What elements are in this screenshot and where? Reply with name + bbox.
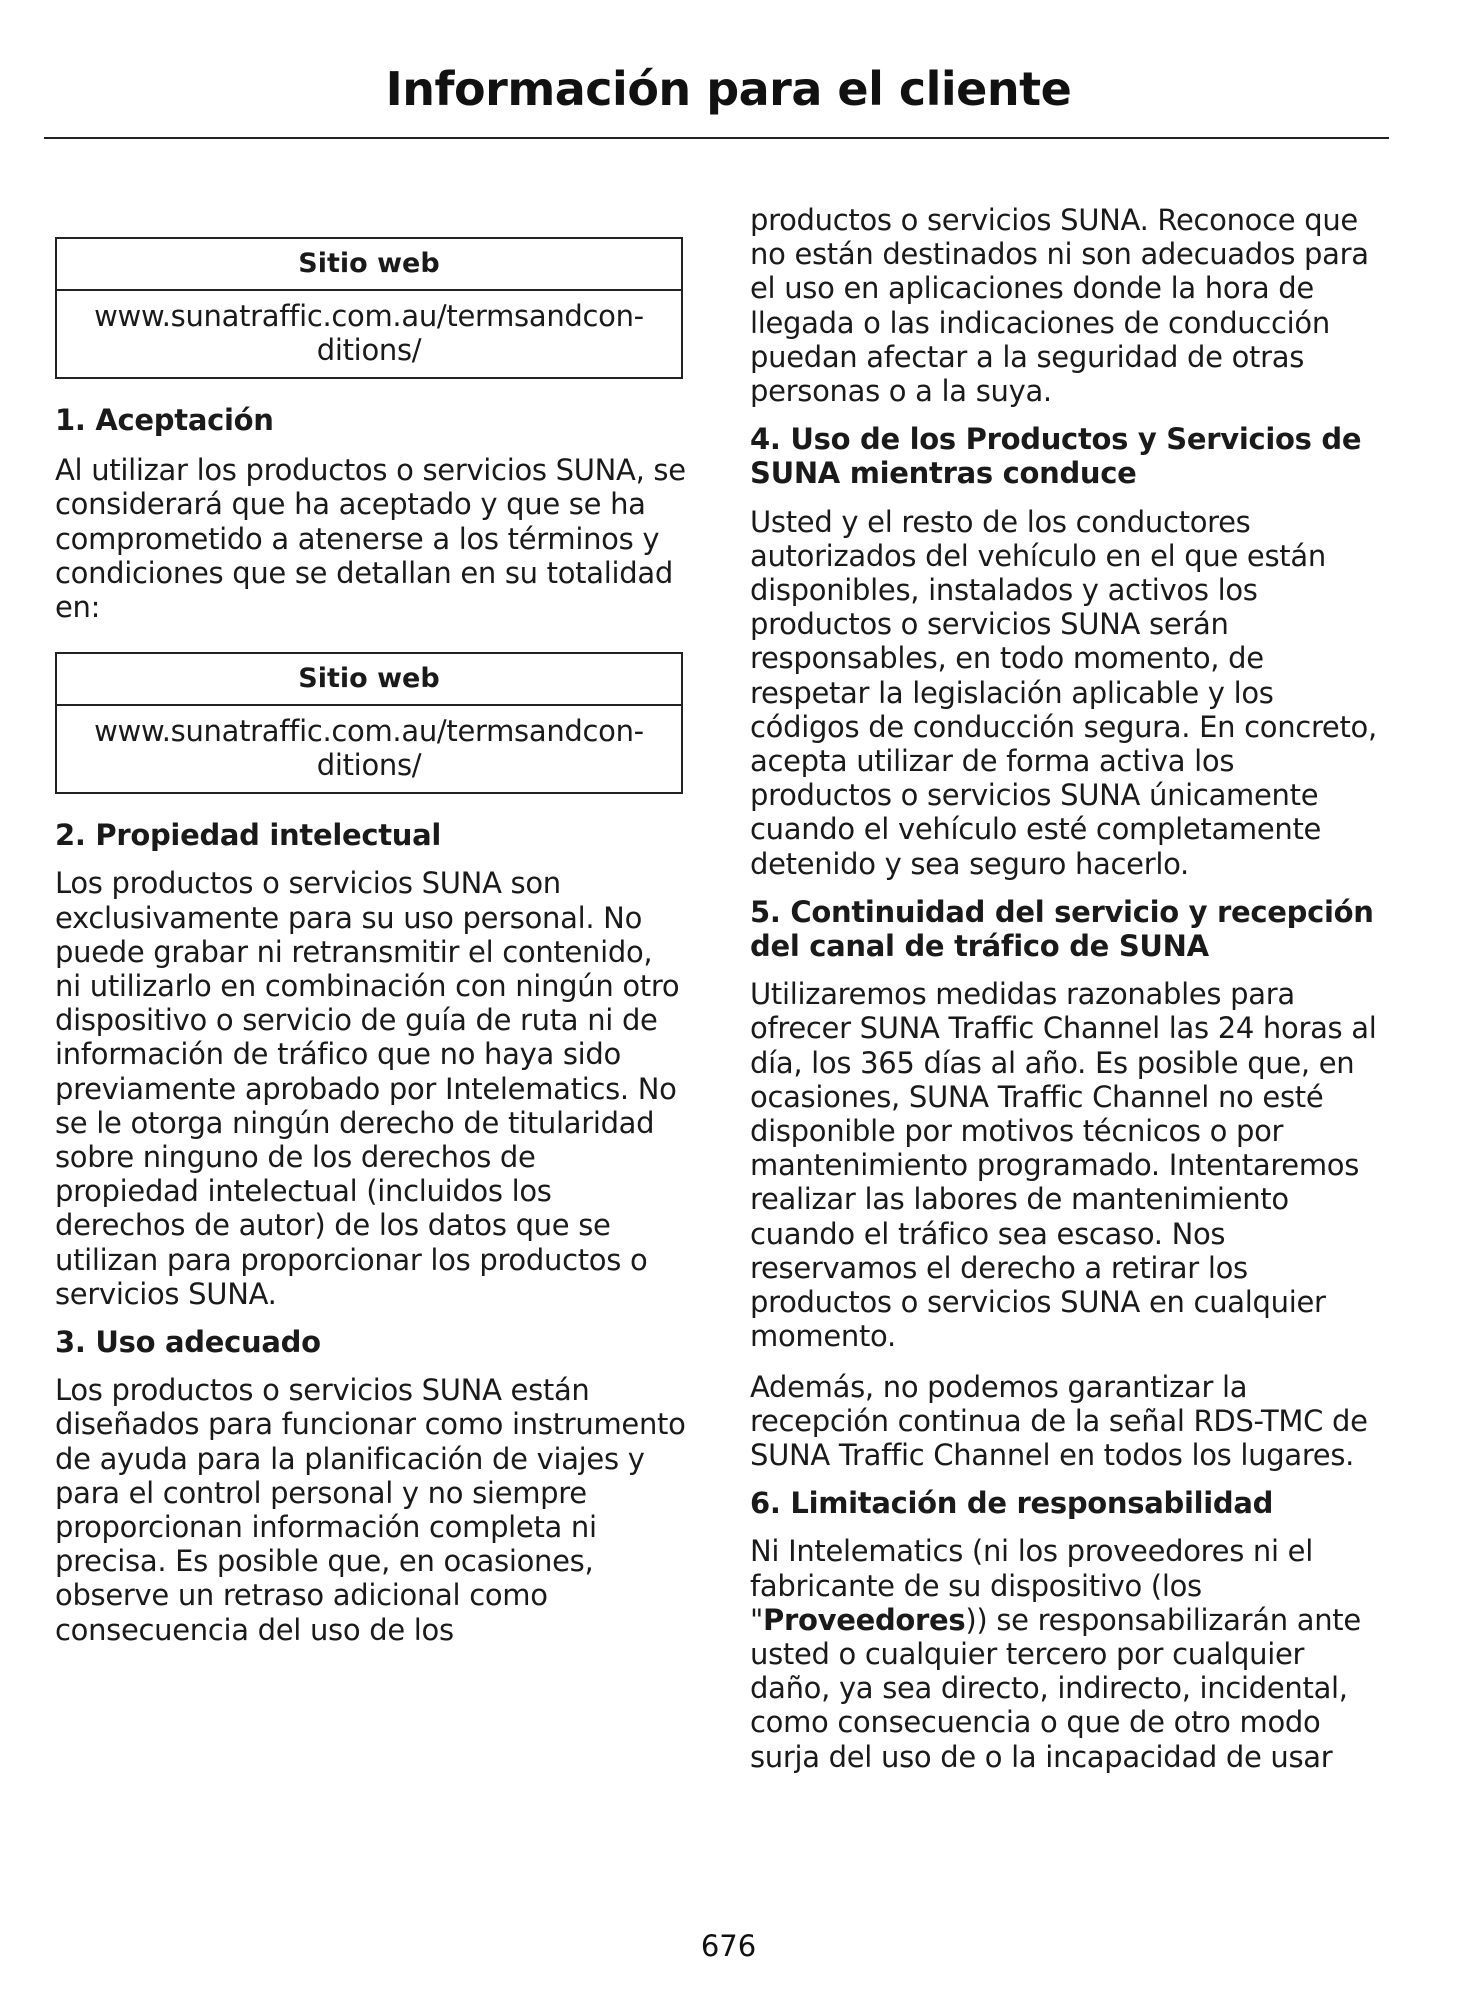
- page-title: Información para el cliente: [385, 62, 1072, 116]
- website-table-url: www.sunatraffic.com.au/termsandcon- ditions/: [94, 299, 644, 367]
- website-table-header: Sitio web: [57, 654, 681, 706]
- page-number: 676: [700, 1929, 757, 1963]
- section-heading-intellectual-property: 2. Propiedad intelectual: [55, 818, 442, 853]
- website-table-1: [55, 237, 683, 379]
- left-column: [55, 200, 687, 1647]
- website-table-header: Sitio web: [57, 239, 681, 291]
- section-text-use-while-driving: Usted y el resto de los conductores autorizados del vehículo en el que están disponibles, instalados y activos los productos o servicios SUNA serán responsables, en todo momento, de respetar la legislación aplicable y los códigos de conducción segura. En concreto, acepta utilizar de forma activa los productos o servicios SUNA únicamente cuando el vehículo esté completamente detenido y sea seguro hacerlo.: [750, 504, 1377, 881]
- website-table-url: www.sunatraffic.com.au/termsandcon- ditions/: [94, 714, 644, 783]
- section-text-service-continuity: Utilizaremos medidas razonables para ofrecer SUNA Traffic Channel las 24 horas al día, los 365 días al año. Es posible que, en ocasiones, SUNA Traffic Channel no esté disponible por motivos técnicos o por mantenimiento programado. Intentaremos realizar las labores de mantenimiento cuando el tráfico sea escaso. Nos reservamos el derecho a retirar los productos o servicios SUNA en cualquier momento.: [750, 977, 1377, 1354]
- section-text-acceptance: Al utilizar los productos o servicios SUNA, se considerará que ha aceptado y que se ha comprometido a atenerse a los términos y condiciones que se detallan en su totalidad en:: [55, 453, 686, 625]
- liability-text-end: )) se responsabilizarán ante usted o cualquier tercero por cualquier daño, ya sea directo, indirecto, incidental, como consecuencia o que de otro modo surja del uso de o la incapacidad de usar: [750, 1602, 1361, 1774]
- section-text-liability: [750, 1534, 1382, 1773]
- right-column: [750, 203, 1382, 1774]
- section-heading-liability: 6. Limitación de responsabilidad: [750, 1486, 1274, 1521]
- continuation-text: productos o servicios SUNA. Reconoce que no están destinados ni son adecuados para el uso en aplicaciones donde la hora de llegada o las indicaciones de conducción puedan afectar a la seguridad de otras personas o a la suya.: [750, 203, 1369, 409]
- section-text-proper-use: Los productos o servicios SUNA están diseñados para funcionar como instrumento de ayuda para la planificación de viajes y para el control personal y no siempre proporcionan información completa ni precisa. Es posible que, en ocasiones, observe un retraso adicional como consecuencia del uso de los: [55, 1373, 686, 1647]
- liability-text-start: Ni Intelematics (ni los proveedores ni el fabricante de su dispositivo (los ": [750, 1534, 1313, 1637]
- liability-text-bold: Proveedores: [763, 1602, 966, 1637]
- section-heading-proper-use: 3. Uso adecuado: [55, 1325, 321, 1360]
- website-table-2: [55, 652, 683, 794]
- header-divider: [44, 137, 1389, 139]
- section-heading-acceptance: 1. Aceptación: [55, 403, 274, 437]
- section-heading-use-while-driving: 4. Uso de los Productos y Servicios de SUNA mientras conduce: [750, 422, 1362, 491]
- section-text-service-continuity-2: Además, no podemos garantizar la recepción continua de la señal RDS-TMC de SUNA Traffic Channel en todos los lugares.: [750, 1369, 1368, 1472]
- section-text-intellectual-property: Los productos o servicios SUNA son exclusivamente para su uso personal. No puede grabar ni retransmitir el contenido, ni utilizarlo en combinación con ningún otro dispositivo o servicio de guía de ruta ni de información de tráfico que no haya sido previamente aprobado por Intelematics. No se le otorga ningún derecho de titularidad sobre ninguno de los derechos de propiedad intelectual (incluidos los derechos de autor) de los datos que se utilizan para proporcionar los productos o servicios SUNA.: [55, 866, 680, 1311]
- section-heading-service-continuity: 5. Continuidad del servicio y recepción del canal de tráfico de SUNA: [750, 894, 1374, 964]
